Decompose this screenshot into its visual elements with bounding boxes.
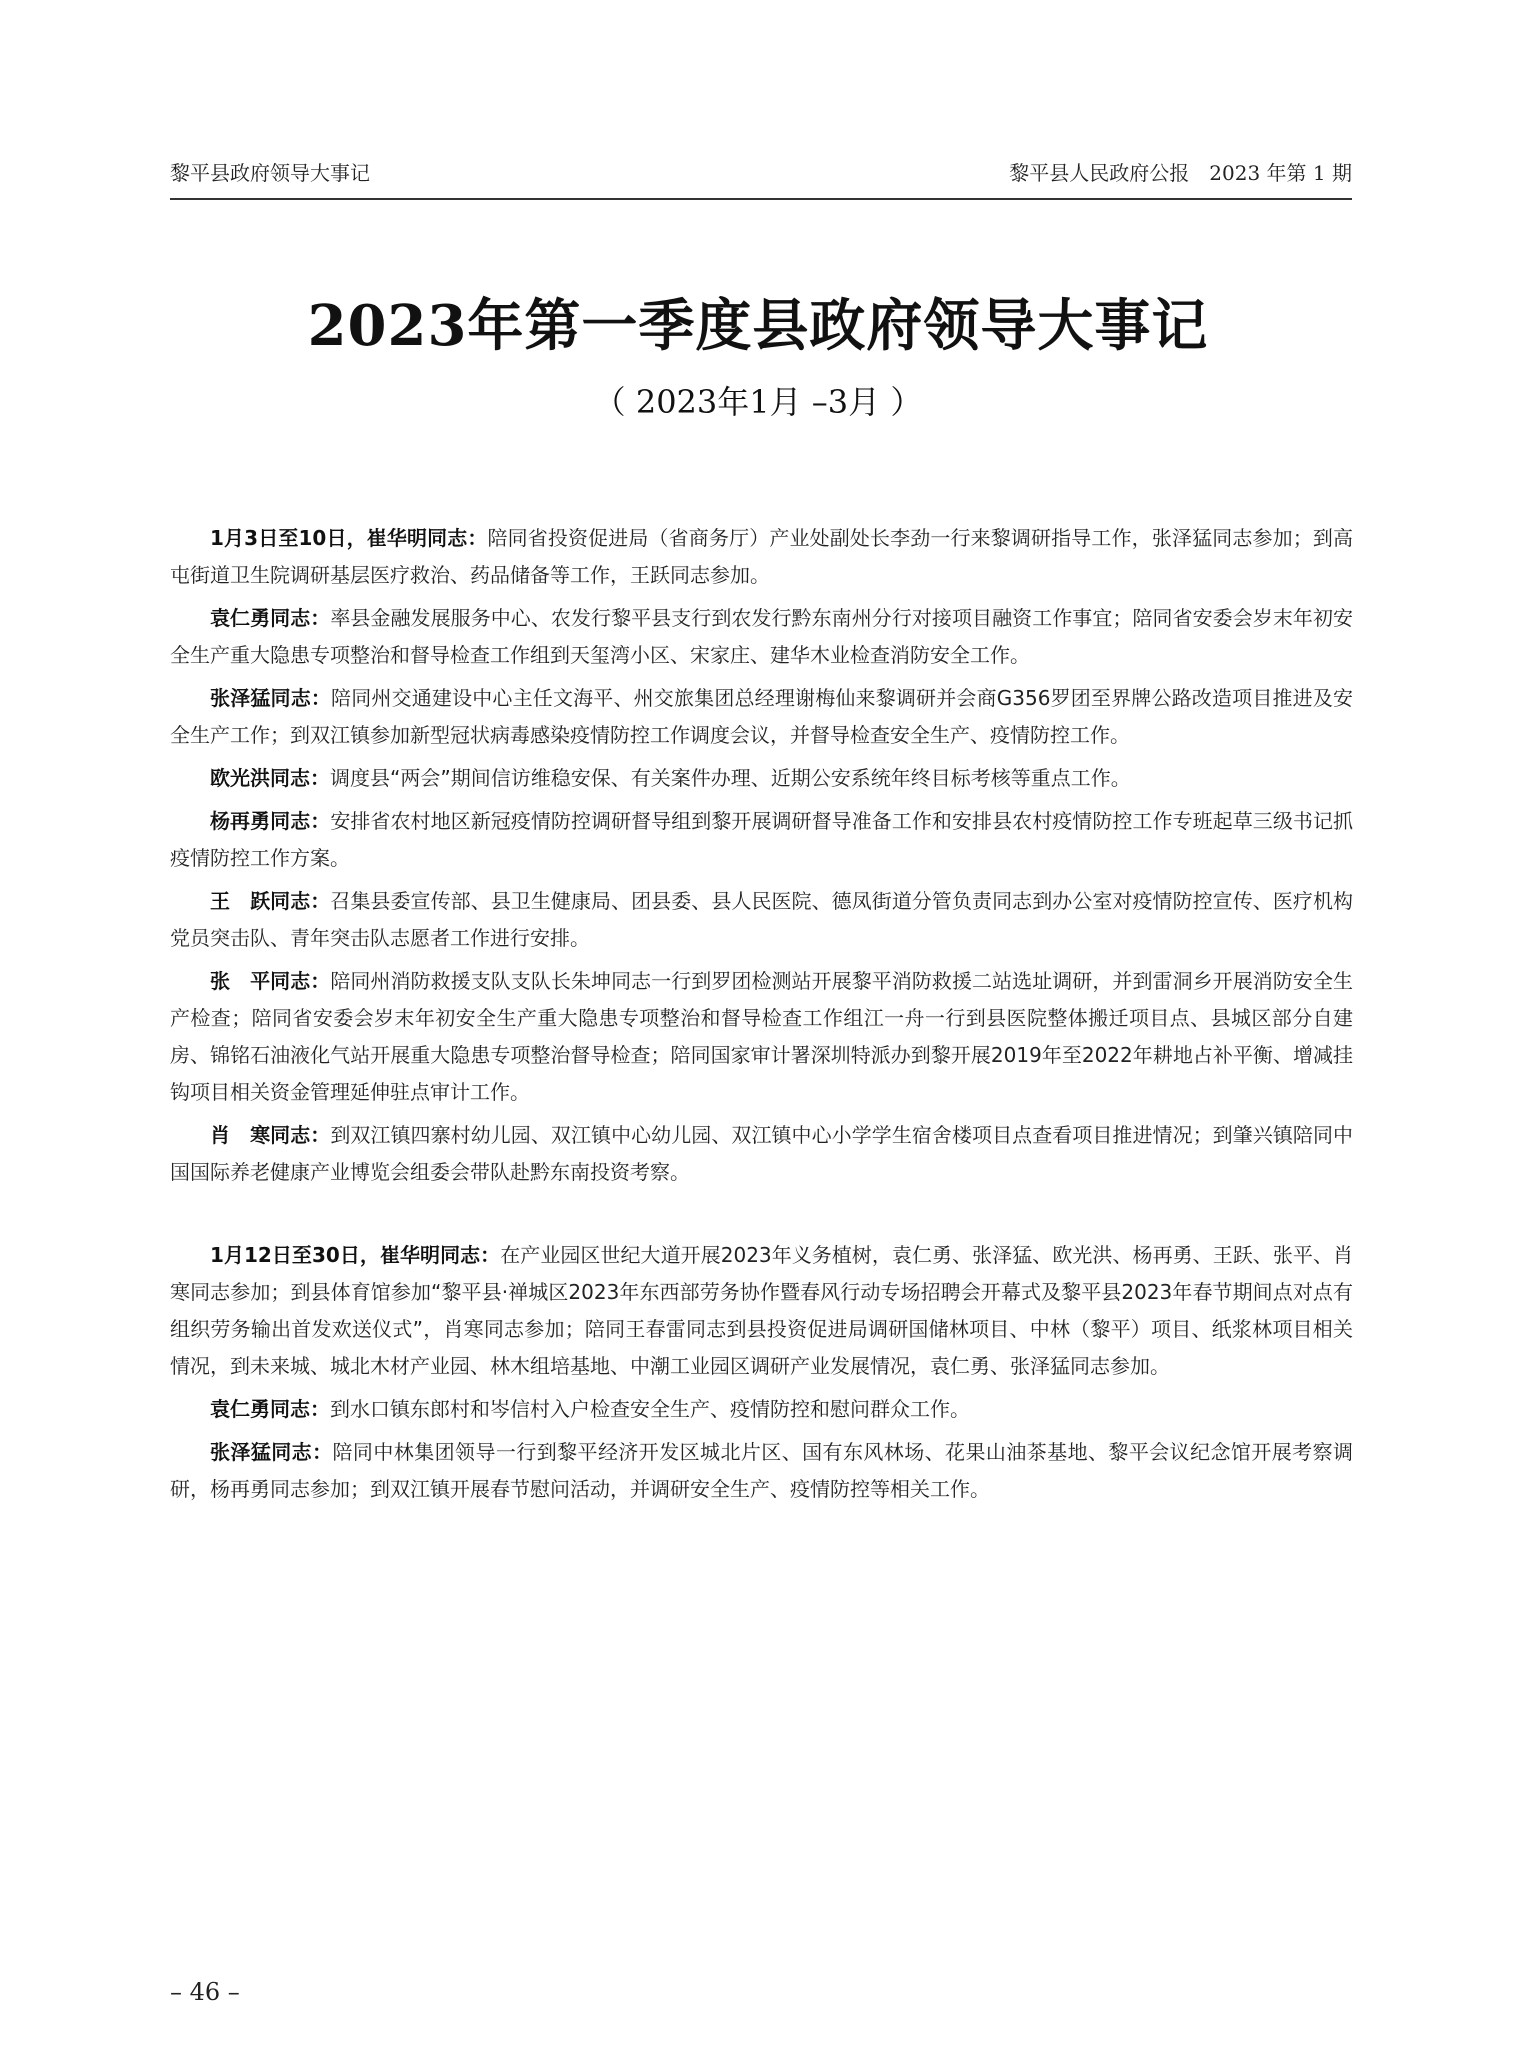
paragraph-text: 陪同中林集团领导一行到黎平经济开发区城北片区、国有东风林场、花果山油茶基地、黎平会议纪念馆开展考察调研，杨再勇同志参加；到双江镇开展春节慰问活动，并调研安全生产、疫情防控等相关工作。 — [170, 1440, 1354, 1501]
paragraph — [170, 1391, 1353, 1428]
paragraph-text: 率县金融发展服务中心、农发行黎平县支行到农发行黔东南州分行对接项目融资工作事宜；陪同省安委会岁末年初安全生产重大隐患专项整治和督导检查工作组到天玺湾小区、宋家庄、建华木业检查消防安全工作。 — [170, 606, 1354, 667]
paragraph-text: 到水口镇东郎村和岑信村入户检查安全生产、疫情防控和慰问群众工作。 — [330, 1397, 970, 1421]
paragraph-text: 在产业园区世纪大道开展2023年义务植树，袁仁勇、张泽猛、欧光洪、杨再勇、王跃、张平、肖寒同志参加；到县体育馆参加“黎平县·禅城区2023年东西部劳务协作暨春风行动专场招聘会开幕式及黎平县2023年春节期间点对点有组织劳务输出首发欢送仪式”，肖寒同志参加；陪同王春雷同志到县投资促进局调研国储林项目、中林（黎平）项目、纸浆林项目相关情况，到未来城、城北木材产业园、林木组培基地、中潮工业园区调研产业发展情况，袁仁勇、张泽猛同志参加。 — [170, 1243, 1353, 1378]
paragraph — [170, 680, 1353, 754]
speaker: 1月12日至30日，崔华明同志： — [210, 1243, 501, 1267]
header-left-title: 黎平县政府领导大事记 — [170, 161, 370, 185]
speaker: 袁仁勇同志： — [210, 606, 331, 630]
speaker: 王 跃同志： — [210, 889, 331, 913]
speaker: 张泽猛同志： — [210, 1440, 333, 1464]
paragraph — [170, 760, 1353, 797]
speaker: 1月3日至10日，崔华明同志： — [210, 526, 488, 550]
section-spacer — [205, 1197, 1353, 1237]
speaker: 肖 寒同志： — [210, 1123, 331, 1147]
paragraph-text: 召集县委宣传部、县卫生健康局、团县委、县人民医院、德凤街道分管负责同志到办公室对疫情防控宣传、医疗机构党员突击队、青年突击队志愿者工作进行安排。 — [170, 889, 1354, 950]
paragraph-text: 陪同省投资促进局（省商务厅）产业处副处长李劲一行来黎调研指导工作，张泽猛同志参加；到高屯街道卫生院调研基层医疗救治、药品储备等工作，王跃同志参加。 — [170, 526, 1353, 587]
speaker: 欧光洪同志： — [210, 766, 330, 790]
running-header — [170, 157, 1352, 197]
paragraph-text: 到双江镇四寨村幼儿园、双江镇中心幼儿园、双江镇中心小学学生宿舍楼项目点查看项目推进情况；到肇兴镇陪同中国国际养老健康产业博览会组委会带队赴黔东南投资考察。 — [170, 1123, 1354, 1184]
paragraph-text: 陪同州消防救援支队支队长朱坤同志一行到罗团检测站开展黎平消防救援二站选址调研，并到雷洞乡开展消防安全生产检查；陪同省安委会岁末年初安全生产重大隐患专项整治和督导检查工作组江一舟一行到县医院整体搬迁项目点、县城区部分自建房、锦铭石油液化气站开展重大隐患专项整治督导检查；陪同国家审计署深圳特派办到黎开展2019年至2022年耕地占补平衡、增减挂钩项目相关资金管理延伸驻点审计工作。 — [170, 969, 1354, 1104]
paragraph — [170, 1117, 1353, 1191]
page-number: – 46 – — [170, 1978, 240, 2006]
speaker: 张泽猛同志： — [210, 686, 332, 710]
speaker: 张 平同志： — [210, 969, 331, 993]
paragraph — [170, 803, 1353, 877]
paragraph-text: 陪同州交通建设中心主任文海平、州交旅集团总经理谢梅仙来黎调研并会商G356罗团至界牌公路改造项目推进及安全生产工作；到双江镇参加新型冠状病毒感染疫情防控工作调度会议，并督导检查安全生产、疫情防控工作。 — [170, 686, 1354, 747]
paragraph-text: 安排省农村地区新冠疫情防控调研督导组到黎开展调研督导准备工作和安排县农村疫情防控工作专班起草三级书记抓疫情防控工作方案。 — [170, 809, 1354, 870]
paragraph — [170, 883, 1353, 957]
page-title: 2023年第一季度县政府领导大事记 — [307, 293, 1209, 359]
paragraph — [170, 1434, 1353, 1508]
document-body — [170, 520, 1354, 1514]
section-jan-3-10 — [170, 520, 1354, 1191]
paragraph — [170, 520, 1353, 594]
header-right-issue: 黎平县人民政府公报 2023 年第 1 期 — [1009, 161, 1352, 185]
page-subtitle: （ 2023年1月 –3月 ） — [593, 383, 923, 421]
paragraph-text: 调度县“两会”期间信访维稳安保、有关案件办理、近期公安系统年终目标考核等重点工作。 — [330, 766, 1131, 790]
paragraph — [170, 600, 1353, 674]
speaker: 杨再勇同志： — [210, 809, 331, 833]
speaker: 袁仁勇同志： — [210, 1397, 330, 1421]
header-divider — [170, 198, 1352, 200]
paragraph — [170, 963, 1353, 1111]
paragraph — [170, 1237, 1353, 1385]
section-jan-12-30 — [170, 1237, 1354, 1508]
